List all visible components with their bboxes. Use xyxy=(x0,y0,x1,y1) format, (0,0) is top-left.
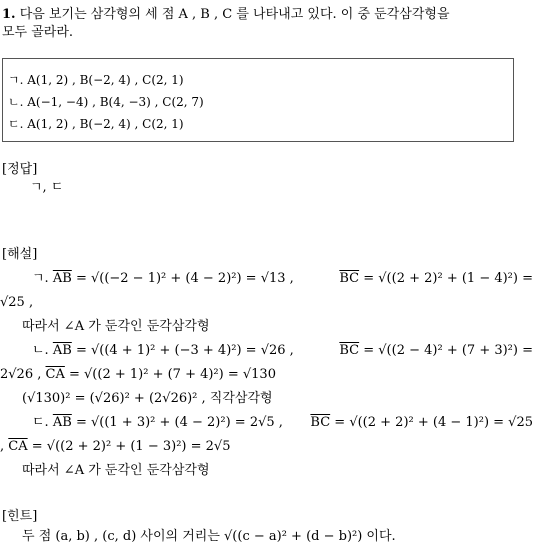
giyeok-bc-segment: $\overline{BC}$ xyxy=(339,271,360,286)
option-nieun: ㄴ. A(−1, −4) , B(4, −3) , C(2, 7) xyxy=(8,95,204,109)
digeut-ca-expression: = √((2 + 2)² + (1 − 3)²) = 2√5 xyxy=(31,439,231,454)
question-line-1 xyxy=(2,6,450,24)
option-digeut: ㄷ. A(1, 2) , B(−2, 4) , C(2, 1) xyxy=(8,117,184,131)
giyeok-conclusion: 따라서 ∠A 가 둔각인 둔각삼각형 xyxy=(22,319,210,334)
giyeok-ab-segment: $\overline{AB}$ xyxy=(52,271,72,286)
digeut-bc-segment: $\overline{BC}$ xyxy=(310,415,331,430)
giyeok-bc-expression: = √((2 + 2)² + (1 − 4)²) = xyxy=(363,271,533,286)
nieun-check: (√130)² = (√26)² + (2√26)² , 직각삼각형 xyxy=(22,391,273,406)
digeut-cont-pre: , xyxy=(0,439,5,454)
solution-digeut-line xyxy=(2,414,533,432)
nieun-continuation xyxy=(0,366,276,384)
giyeok-continuation: √25 , xyxy=(0,295,34,310)
question-text-1: 다음 보기는 삼각형의 세 점 A , B , C 를 나타내고 있다. 이 중 둔각삼각형을 xyxy=(19,7,450,22)
question-text-2: 모두 골라라. xyxy=(2,25,74,40)
solution-giyeok-line xyxy=(2,270,533,288)
digeut-ab-expression: = √((1 + 3)² + (4 − 2)²) = 2√5 , xyxy=(75,415,283,430)
option-giyeok: ㄱ. A(1, 2) , B(−2, 4) , C(2, 1) xyxy=(8,73,184,87)
digeut-bc-expression: = √((2 + 2)² + (4 − 1)²) = √25 xyxy=(334,415,533,430)
hint-heading: [힌트] xyxy=(2,509,38,524)
nieun-ca-segment: $\overline{CA}$ xyxy=(45,367,65,382)
nieun-ca-expression: = √((2 + 1)² + (7 + 4)²) = √130 xyxy=(69,367,276,382)
question-number: 1. xyxy=(2,7,16,22)
options-box xyxy=(2,58,514,142)
digeut-conclusion: 따라서 ∠A 가 둔각인 둔각삼각형 xyxy=(22,463,210,478)
nieun-cont-pre: 2√26 , xyxy=(0,367,42,382)
nieun-bc-expression: = √((2 − 4)² + (7 + 3)²) = xyxy=(363,343,533,358)
giyeok-label: ㄱ. xyxy=(32,271,49,286)
digeut-ca-segment: $\overline{CA}$ xyxy=(8,439,28,454)
nieun-ab-segment: $\overline{AB}$ xyxy=(52,343,72,358)
nieun-label: ㄴ. xyxy=(32,343,49,358)
solution-nieun-line xyxy=(2,342,533,360)
answer-heading: [정답] xyxy=(2,162,38,177)
hint-text: 두 점 (a, b) , (c, d) 사이의 거리는 √((c − a)² + (d − b)²) 이다. xyxy=(22,529,396,544)
digeut-label: ㄷ. xyxy=(32,415,49,430)
answer-value: ㄱ, ㄷ xyxy=(30,180,64,195)
digeut-continuation xyxy=(0,438,230,456)
nieun-bc-segment: $\overline{BC}$ xyxy=(339,343,360,358)
digeut-ab-segment: $\overline{AB}$ xyxy=(52,415,72,430)
giyeok-ab-expression: = √((−2 − 1)² + (4 − 2)²) = √13 , xyxy=(75,271,294,286)
solution-heading: [해설] xyxy=(2,247,38,262)
nieun-ab-expression: = √((4 + 1)² + (−3 + 4)²) = √26 , xyxy=(75,343,294,358)
